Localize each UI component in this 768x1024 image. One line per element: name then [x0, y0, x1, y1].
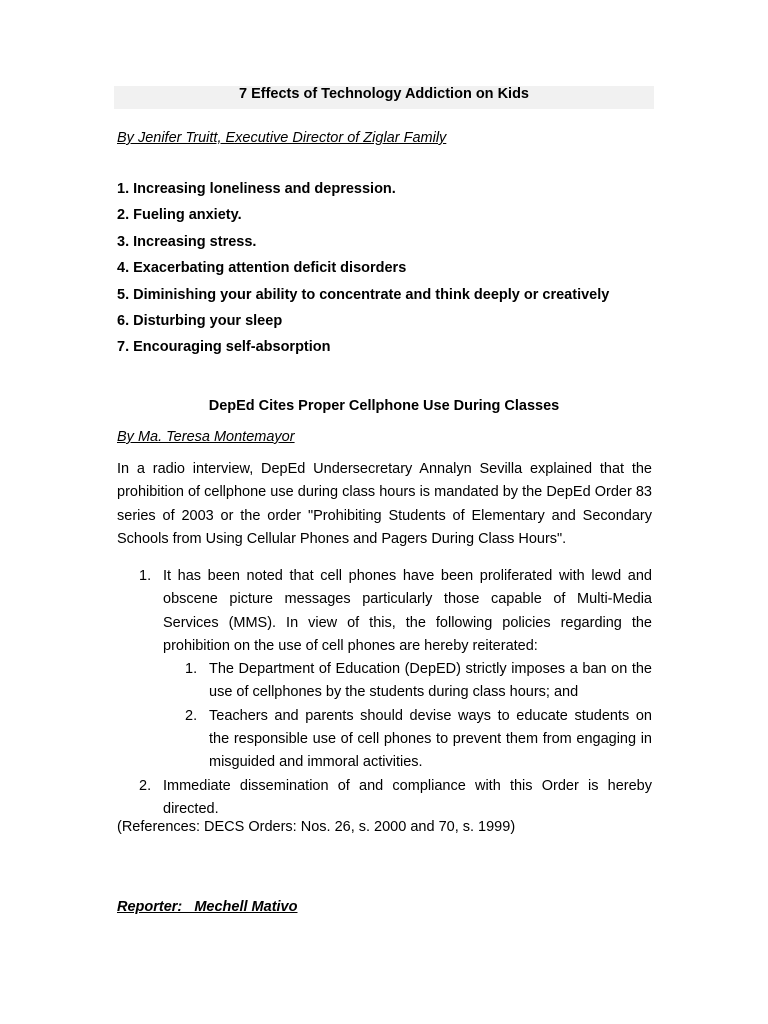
article2-intro: In a radio interview, DepEd Undersecretary Annalyn Sevilla explained that the prohibition of cellphone use during class hours is mandated by the DepEd Order 83 series of 2003 or the order "Prohibiting Students of Elementary and Secondary Schools from Using Cellular Phones and Pagers During Class Hours". — [117, 461, 652, 547]
effect-item: 6. Disturbing your sleep — [117, 312, 283, 329]
effects-list — [117, 180, 609, 365]
effect-item: 4. Exacerbating attention deficit disorders — [117, 260, 407, 277]
effect-item: 5. Diminishing your ability to concentrate and think deeply or creatively — [117, 286, 610, 303]
effect-item: 1. Increasing loneliness and depression. — [117, 181, 396, 197]
policy-subitem-number: 2. — [185, 707, 198, 724]
policy-subitem-number: 1. — [185, 661, 198, 678]
policy-subitem — [163, 705, 652, 775]
article2-title: DepEd Cites Proper Cellphone Use During Classes — [208, 398, 560, 414]
policy-item-number: 2. — [139, 777, 152, 794]
policy-item — [117, 775, 652, 822]
policy-item-text: It has been noted that cell phones have been proliferated with lewd and obscene picture messages particularly those capable of Multi-Media Services (MMS). In view of this, the following policies regarding the prohibition on the use of cell phones are hereby reiterated: — [163, 568, 652, 654]
effect-item: 2. Fueling anxiety. — [117, 207, 242, 224]
article1-title: 7 Effects of Technology Addiction on Kids — [238, 86, 529, 102]
policy-item — [117, 565, 652, 658]
policy-item-number: 1. — [139, 568, 152, 584]
policy-subitem-text: Teachers and parents should devise ways to educate students on the responsible use of cell phones to prevent them from engaging in misguided and immoral activities. — [209, 707, 652, 771]
article1-byline: By Jenifer Truitt, Executive Director of Ziglar Family — [117, 130, 447, 146]
effect-item: 7. Encouraging self-absorption — [117, 339, 331, 356]
policy-subitem-text: The Department of Education (DepED) strictly imposes a ban on the use of cellphones by the students during class hours; and — [209, 661, 652, 701]
effect-item: 3. Increasing stress. — [117, 233, 257, 250]
policy-item-text: Immediate dissemination of and compliance with this Order is hereby directed. — [163, 777, 652, 817]
references: (References: DECS Orders: Nos. 26, s. 2000 and 70, s. 1999) — [117, 819, 516, 835]
policy-subitem — [163, 658, 652, 705]
article2-byline: By Ma. Teresa Montemayor — [117, 429, 295, 445]
reporter-line: Reporter: Mechell Mativo — [117, 899, 298, 915]
policy-list — [117, 565, 652, 821]
